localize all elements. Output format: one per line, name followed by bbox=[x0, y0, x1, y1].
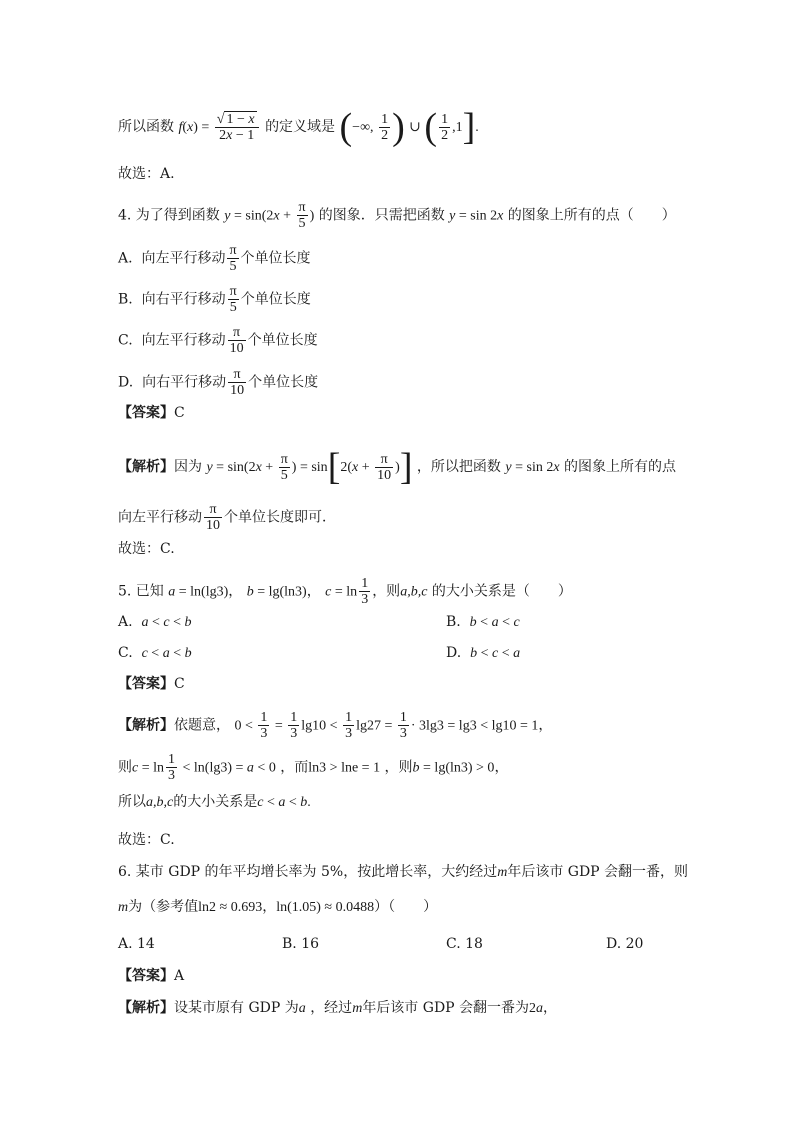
q5-option-d: D. b < c < a bbox=[446, 645, 521, 661]
q3-domain-prefix: 所以函数 bbox=[118, 119, 174, 135]
q3-function-fraction: $\frac{√ 1 - x}{2x - 1}$ bbox=[215, 112, 259, 143]
q5-option-b: B. b < a < c bbox=[446, 614, 520, 630]
q6-stem-line2: m为（参考值ln2 ≈ 0.693，ln(1.05) ≈ 0.0488）（ ） bbox=[118, 899, 438, 915]
q5-conclusion: 故选：C. bbox=[118, 832, 175, 848]
q4-stem-pre: 4. 为了得到函数 bbox=[118, 207, 220, 224]
q4-conclusion: 故选：C. bbox=[118, 541, 175, 557]
q5-answer: 【答案】C bbox=[118, 676, 185, 692]
q4-stem-mid: 的图象．只需把函数 bbox=[318, 207, 445, 224]
q4-analysis: 【解析】因为 y = sin(2x + $\frac{\pi}{5}$ ) = sin[2(x + $\frac{\pi}{10}$ )] ，所以把函数 y = sin 2x 的图象上所有的点 bbox=[118, 446, 676, 488]
q3-domain-mid: 的定义域是 bbox=[265, 119, 336, 135]
q6-option-c: C. 18 bbox=[446, 936, 483, 952]
q5-analysis-line3: 所以a,b,c的大小关系是c < a < b. bbox=[118, 794, 311, 810]
q4-stem: 4. 为了得到函数 y = sin(2x + $\frac{\pi}{5}$ ) 的图象．只需把函数 y = sin 2x 的图象上所有的点（ ） bbox=[118, 200, 676, 231]
q5-analysis: 【解析】依题意， 0 < $\frac{1}{3}$ = $\frac{1}{3}$ lg10 < $\frac{1}{3}$ lg27 = $\frac{1}{3}$ · 3lg3 = lg3 < lg10 = 1， bbox=[118, 710, 553, 741]
q3-domain-line: 所以函数 f(x) = $\frac{√ 1 - x}{2x - 1}$ 的定义域是 (−∞, $\frac{1}{2}$ ) ∪ ( $\frac{1}{2}$ ,1]. bbox=[118, 106, 479, 148]
q5-stem: 5. 已知 a = ln(lg3)， b = lg(ln3)， c = ln $\frac{1}{3}$ ，则a,b,c 的大小关系是（ ） bbox=[118, 576, 572, 607]
q4-option-a: A. 向左平行移动 $\frac{\pi}{5}$ 个单位长度 bbox=[118, 243, 311, 274]
q5-analysis-line2: 则c = ln $\frac{1}{3}$ < ln(lg3) = a < 0 ，而ln3 > lne = 1 ，则b = lg(ln3) > 0， bbox=[118, 752, 509, 783]
q3-conclusion: 故选：A. bbox=[118, 166, 175, 182]
q5-option-a: A. a < c < b bbox=[118, 614, 192, 630]
q4-option-c: C. 向左平行移动 $\frac{\pi}{10}$ 个单位长度 bbox=[118, 325, 318, 356]
q4-stem-post: 的图象上所有的点（ ） bbox=[507, 207, 676, 224]
q5-option-c: C. c < a < b bbox=[118, 645, 192, 661]
q4-option-b: B. 向右平行移动 $\frac{\pi}{5}$ 个单位长度 bbox=[118, 284, 311, 315]
q4-option-d: D. 向右平行移动 $\frac{\pi}{10}$ 个单位长度 bbox=[118, 367, 319, 398]
q6-answer: 【答案】A bbox=[118, 968, 185, 984]
q4-analysis-line2: 向左平行移动 $\frac{\pi}{10}$ 个单位长度即可． bbox=[118, 502, 336, 533]
q6-option-a: A. 14 bbox=[118, 936, 155, 952]
q6-analysis: 【解析】设某市原有 GDP 为a ，经过m年后该市 GDP 会翻一番为2a， bbox=[118, 1000, 558, 1016]
q6-option-d: D. 20 bbox=[606, 936, 644, 952]
q6-stem-line1: 6. 某市 GDP 的年平均增长率为 5%，按此增长率，大约经过m年后该市 GDP 会翻一番，则 bbox=[118, 864, 689, 880]
q6-option-b: B. 16 bbox=[282, 936, 320, 952]
q4-answer: 【答案】C bbox=[118, 405, 185, 421]
